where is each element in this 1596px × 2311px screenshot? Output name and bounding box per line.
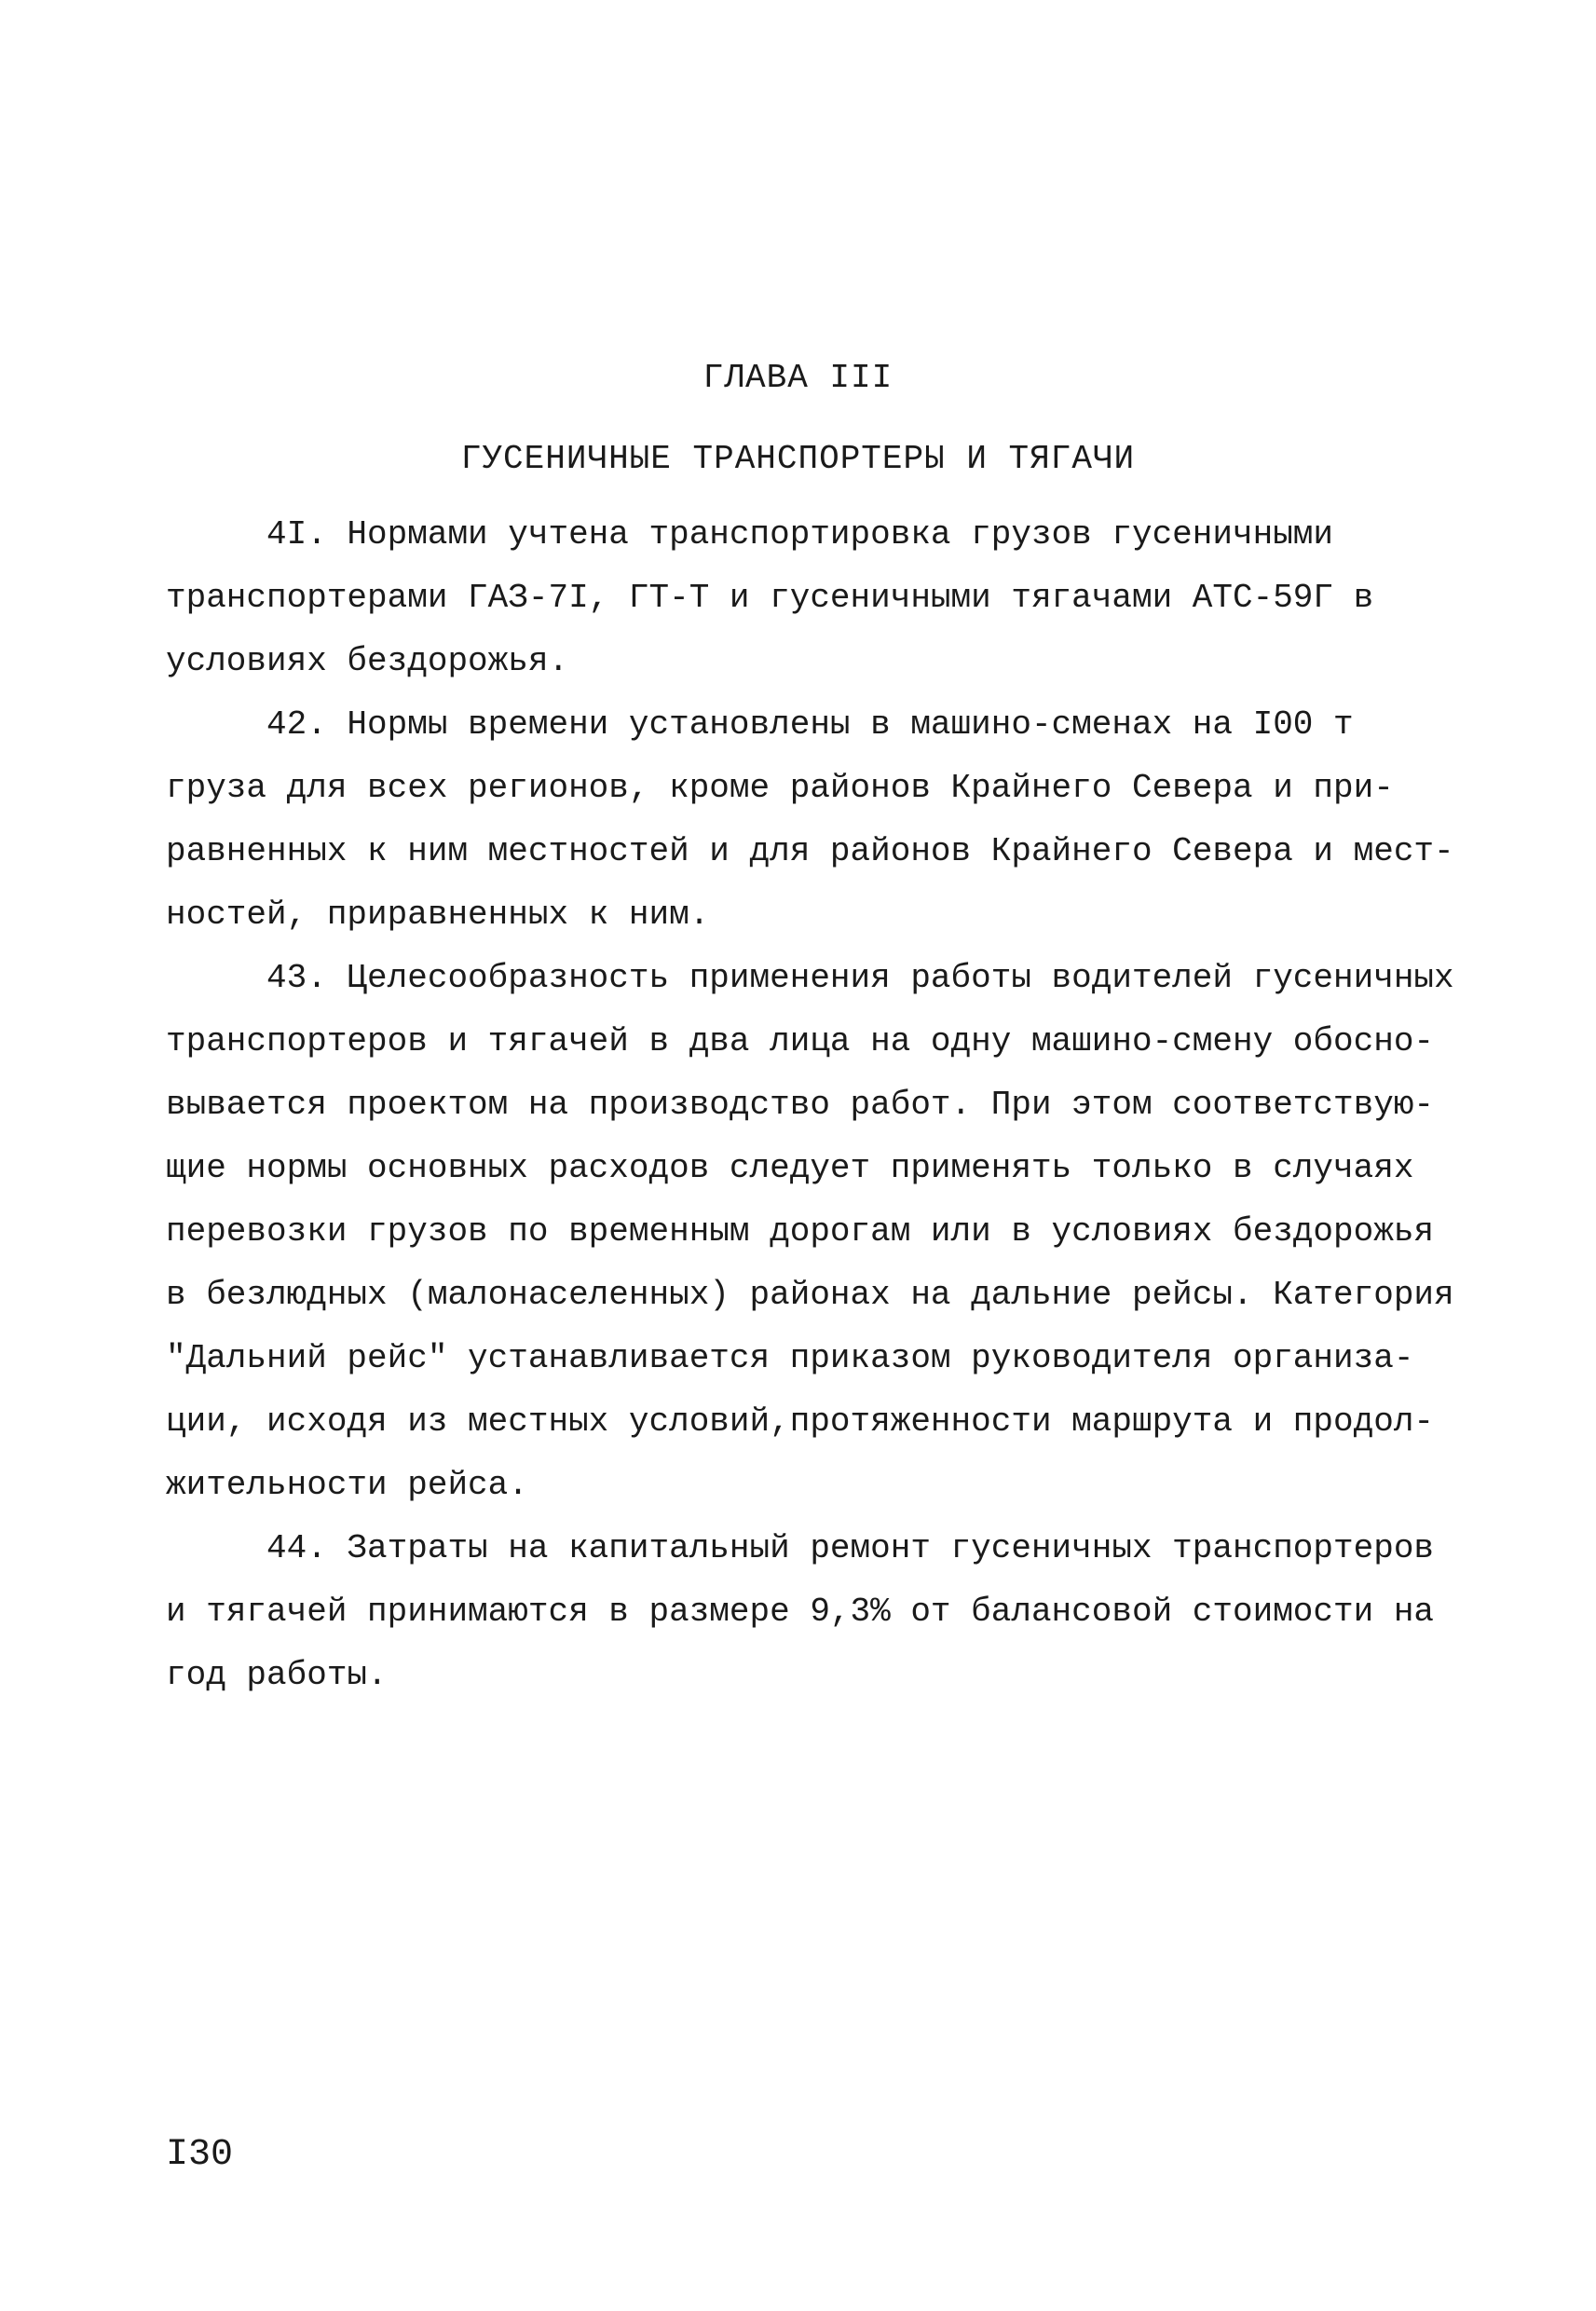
- body-text: [166, 503, 1454, 1707]
- text-line: год работы.: [166, 1656, 388, 1694]
- text-line: транспортерами ГАЗ-7I, ГТ-Т и гусеничными тягачами АТС-59Г в: [166, 579, 1374, 617]
- chapter-title: ГЛАВА III: [703, 359, 893, 397]
- text-line: 43. Целесообразность применения работы водителей гусеничных: [166, 959, 1454, 997]
- section-heading: ГУСЕНИЧНЫЕ ТРАНСПОРТЕРЫ И ТЯГАЧИ: [460, 440, 1136, 478]
- text-line: жительности рейса.: [166, 1466, 528, 1504]
- text-line: вывается проектом на производство работ. При этом соответствую-: [166, 1086, 1435, 1124]
- paragraph-43: [166, 947, 1454, 1517]
- text-line: щие нормы основных расходов следует применять только в случаях: [166, 1149, 1414, 1187]
- page-number: I30: [166, 2134, 234, 2176]
- paragraph-42: [166, 693, 1454, 947]
- text-line: груза для всех регионов, кроме районов Крайнего Севера и при-: [166, 769, 1394, 807]
- text-line: и тягачей принимаются в размере 9,3% от балансовой стоимости на: [166, 1593, 1435, 1631]
- paragraph-44: [166, 1517, 1435, 1707]
- text-line: ностей, приравненных к ним.: [166, 896, 710, 934]
- text-line: "Дальний рейс" устанавливается приказом руководителя организа-: [166, 1339, 1414, 1377]
- paragraph-41: [166, 503, 1414, 693]
- text-line: ции, исходя из местных условий,протяженности маршрута и продол-: [166, 1402, 1435, 1441]
- text-line: 44. Затраты на капитальный ремонт гусеничных транспортеров: [166, 1529, 1435, 1567]
- text-line: транспортеров и тягачей в два лица на одну машино-смену обосно-: [166, 1022, 1435, 1060]
- text-line: 4I. Нормами учтена транспортировка грузов гусеничными: [166, 515, 1334, 554]
- text-line: в безлюдных (малонаселенных) районах на дальние рейсы. Категория: [166, 1276, 1454, 1314]
- text-line: 42. Нормы времени установлены в машино-сменах на I00 т: [166, 705, 1354, 744]
- text-line: равненных к ним местностей и для районов Крайнего Севера и мест-: [166, 832, 1454, 870]
- text-line: условиях бездорожья.: [166, 642, 569, 680]
- text-line: перевозки грузов по временным дорогам или в условиях бездорожья: [166, 1212, 1435, 1251]
